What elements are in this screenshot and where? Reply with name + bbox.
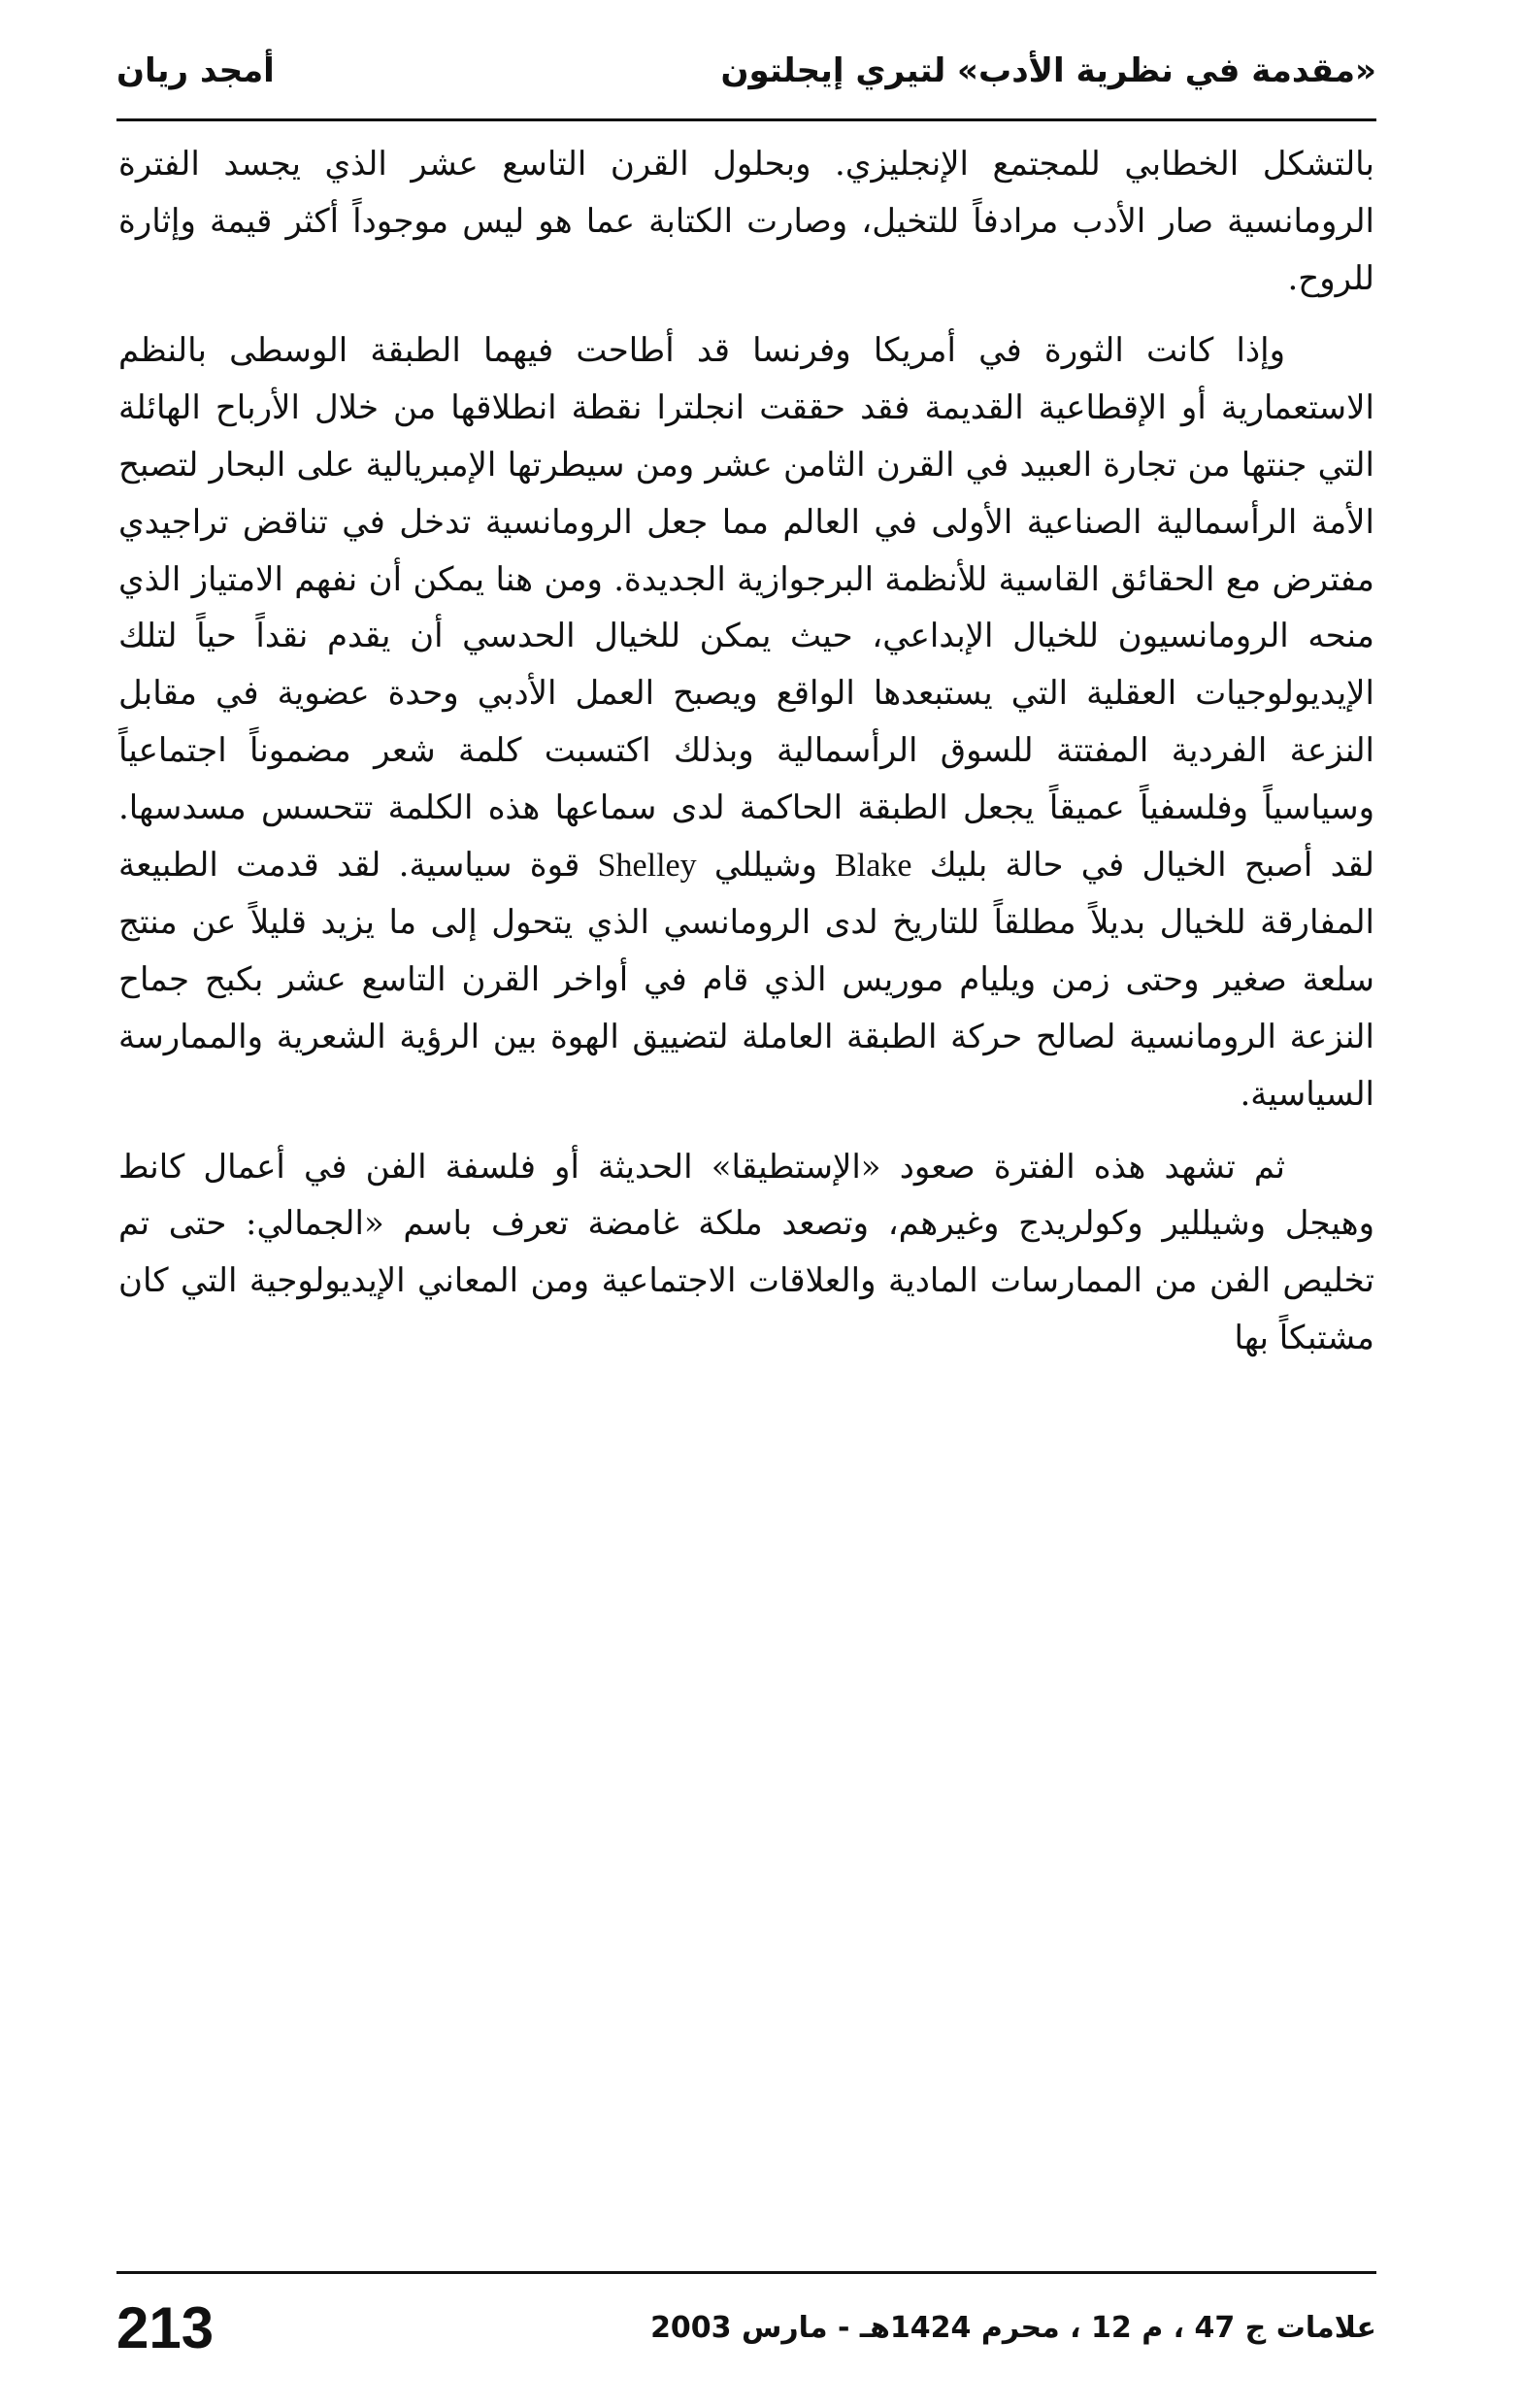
page-number: 213 [116, 2294, 215, 2360]
paragraph-2 [118, 322, 1374, 1122]
paragraph-2-text-c: قوة سياسية. لقد قدمت الطبيعة المفارقة للخيال بديلاً مطلقاً للتاريخ لدى الرومانسي الذي يتحول إلى ما يزيد قليلاً عن منتج سلعة صغير وحتى زمن ويليام موريس الذي قام في أواخر القرن التاسع عشر بكبح جماح النزعة الرومانسية لصالح حركة الطبقة العاملة لتضييق الهوة بين الرؤية الشعرية والممارسة السياسية. [118, 845, 1374, 1114]
journal-citation: علامات ج 47 ، م 12 ، محرم 1424هـ - مارس 2003 [650, 2310, 1376, 2345]
body-text [118, 136, 1374, 1367]
paragraph-1: بالتشكل الخطابي للمجتمع الإنجليزي. وبحلول القرن التاسع عشر الذي يجسد الفترة الرومانسية صار الأدب مرادفاً للتخيل، وصارت الكتابة عما هو ليس موجوداً أكثر قيمة وإثارة للروح. [118, 145, 1374, 298]
book-title-heading: «مقدمة في نظرية الأدب» لتيري إيجلتون [720, 51, 1376, 90]
running-header [116, 37, 1376, 105]
page-footer [116, 2284, 1376, 2371]
latin-term-blake: Blake [835, 847, 912, 884]
author-name: أمجد ريان [116, 51, 275, 90]
header-rule [116, 118, 1376, 121]
paragraph-2-text-a: وإذا كانت الثورة في أمريكا وفرنسا قد أطاحت فيهما الطبقة الوسطى بالنظم الاستعمارية أو الإقطاعية القديمة فقد حققت انجلترا نقطة انطلاقها من خلال الأرباح الهائلة التي جنتها من تجارة العبيد في القرن الثامن عشر ومن سيطرتها الإمبريالية على البحار لتصبح الأمة الرأسمالية الصناعية الأولى في العالم مما جعل الرومانسية تدخل في تناقض تراجيدي مفترض مع الحقائق القاسية للأنظمة البرجوازية الجديدة. ومن هنا يمكن أن نفهم الامتياز الذي منحه الرومانسيون للخيال الإبداعي، حيث يمكن للخيال الحدسي أن يقدم نقداً حياً لتلك الإيديولوجيات العقلية التي يستبعدها الواقع ويصبح العمل الأدبي وحدة عضوية في مقابل النزعة الفردية المفتتة للسوق الرأسمالية وبذلك اكتسبت كلمة شعر مضموناً اجتماعياً وسياسياً وفلسفياً عميقاً يجعل الطبقة الحاكمة لدى سماعها هذه الكلمة تتحسس مسدسها. لقد أصبح الخيال في حالة بليك [118, 331, 1374, 885]
latin-term-shelley: Shelley [597, 847, 697, 884]
paragraph-2-text-b: وشيللي [713, 845, 817, 885]
paragraph-3: ثم تشهد هذه الفترة صعود «الإستطيقا» الحديثة أو فلسفة الفن في أعمال كانط وهيجل وشيللير وكولريدج وغيرهم، وتصعد ملكة غامضة تعرف باسم «الجمالي: حتى تم تخليص الفن من الممارسات المادية والعلاقات الاجتماعية ومن المعاني الإيديولوجية التي كان مشتبكاً بها [118, 1147, 1374, 1357]
footer-rule [116, 2271, 1376, 2274]
